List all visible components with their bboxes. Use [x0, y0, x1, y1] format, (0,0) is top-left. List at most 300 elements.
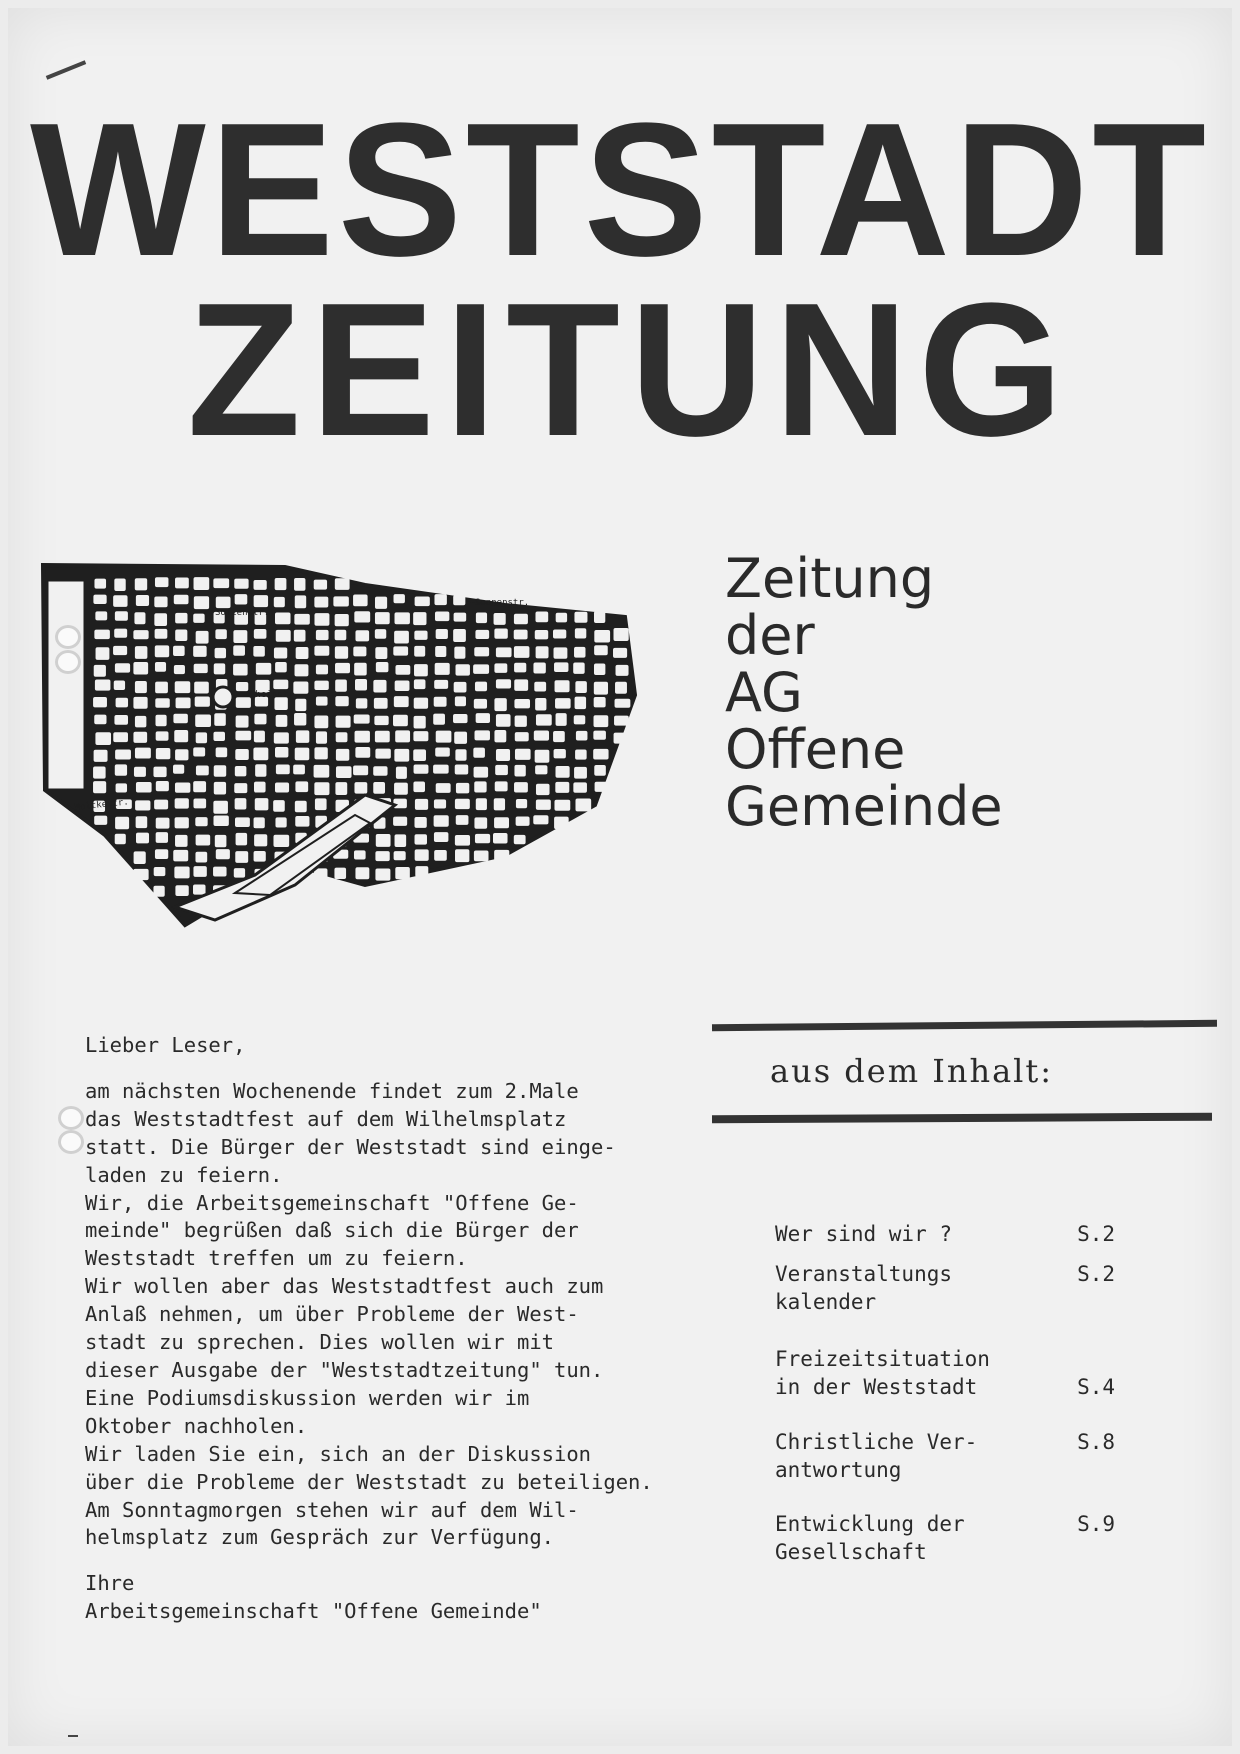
map-block: [254, 782, 266, 793]
map-block: [435, 663, 450, 675]
map-block: [613, 648, 627, 658]
map-block: [234, 579, 248, 589]
subtitle-block: [725, 547, 1003, 838]
map-block: [375, 629, 386, 639]
map-block: [515, 732, 529, 741]
map-block: [474, 699, 487, 709]
map-block: [374, 698, 388, 709]
map-block: [234, 868, 245, 877]
map-block: [236, 697, 251, 708]
map-street-label-3: Sonnenstr.: [475, 598, 530, 608]
map-block: [455, 835, 470, 846]
map-block: [535, 750, 550, 763]
map-block: [373, 766, 387, 775]
map-block: [115, 749, 131, 759]
map-block: [553, 731, 565, 742]
map-block: [614, 716, 629, 726]
map-block: [195, 817, 207, 826]
map-block: [156, 818, 170, 829]
map-block: [94, 715, 106, 725]
subtitle-line: Gemeinde: [725, 775, 1003, 838]
map-block: [614, 628, 629, 641]
map-block: [335, 614, 349, 626]
map-block: [133, 697, 147, 709]
map-block: [175, 613, 187, 623]
map-block: [155, 577, 168, 587]
map-block: [275, 612, 291, 624]
map-block: [295, 748, 310, 761]
map-block: [575, 681, 586, 693]
map-block: [116, 783, 127, 792]
map-block: [174, 867, 189, 879]
map-block: [514, 699, 530, 708]
subtitle-line: Offene: [725, 718, 906, 781]
map-block: [93, 697, 107, 707]
map-block: [135, 748, 151, 759]
map-block: [516, 816, 530, 825]
map-block: [414, 679, 426, 689]
map-block: [354, 782, 367, 793]
map-block: [415, 799, 428, 810]
map-block: [314, 613, 329, 626]
map-block: [95, 679, 111, 690]
map-block: [134, 612, 145, 624]
map-block: [175, 798, 189, 808]
map-block: [175, 749, 188, 760]
map-block: [233, 630, 247, 643]
map-block: [93, 595, 106, 604]
letter-line: Weststadt treffen um zu feiern.: [85, 1246, 468, 1271]
map-block: [435, 748, 450, 757]
map-block: [514, 835, 526, 844]
map-block: [115, 663, 130, 672]
map-block: [194, 577, 210, 590]
map-block: [154, 597, 167, 608]
map-block: [394, 749, 409, 762]
map-block: [214, 782, 226, 795]
map-block: [314, 646, 329, 656]
map-block: [434, 594, 446, 605]
map-block: [395, 834, 407, 847]
map-block: [494, 798, 505, 810]
toc-item-page: S.8: [1077, 1430, 1115, 1454]
map-block: [216, 849, 230, 859]
map-block: [314, 597, 328, 608]
map-block: [276, 715, 288, 727]
map-block: [336, 732, 348, 742]
map-block: [594, 664, 605, 675]
map-block: [235, 594, 248, 604]
map-block: [136, 816, 148, 828]
map-block: [213, 867, 226, 877]
map-block: [434, 850, 447, 861]
map-block: [254, 595, 268, 607]
map-block: [436, 783, 451, 793]
toc-item-page: S.2: [1077, 1222, 1115, 1246]
map-block: [453, 595, 465, 605]
letter-line: dieser Ausgabe der "Weststadtzeitung" tun.: [85, 1357, 604, 1382]
toc-item-page: S.2: [1077, 1262, 1115, 1286]
map-block: [514, 646, 530, 658]
map-block: [415, 596, 430, 606]
map-block: [195, 714, 211, 727]
map-block: [314, 782, 329, 795]
map-block: [554, 817, 569, 829]
map-block: [133, 732, 147, 743]
map-block: [294, 713, 306, 725]
map-block: [273, 835, 289, 847]
map-block: [155, 849, 168, 859]
map-block: [553, 629, 566, 638]
map-block: [236, 715, 249, 727]
map-block: [574, 715, 586, 724]
map-block: [336, 749, 349, 761]
map-block: [414, 817, 426, 828]
map-block: [194, 682, 209, 694]
map-block: [375, 731, 390, 743]
map-block: [414, 631, 427, 640]
map-block: [455, 696, 466, 706]
map-block: [594, 765, 606, 776]
map-block: [173, 850, 188, 862]
map-block: [375, 597, 387, 609]
map-block: [196, 766, 209, 776]
letter-line: Oktober nachholen.: [85, 1413, 308, 1438]
map-block: [476, 613, 487, 624]
map-block: [173, 646, 185, 656]
map-block: [315, 798, 327, 810]
map-block: [193, 866, 206, 877]
letter-salutation: Lieber Leser,: [85, 1033, 246, 1057]
map-block: [394, 783, 408, 795]
map-block: [494, 613, 506, 625]
map-block: [355, 867, 369, 879]
map-block: [475, 630, 489, 639]
map-block: [454, 647, 465, 659]
map-block: [275, 662, 287, 672]
map-block: [514, 765, 525, 777]
map-block: [236, 682, 248, 691]
map-block: [213, 578, 229, 588]
map-block: [314, 580, 327, 590]
map-block: [295, 699, 306, 711]
map-block: [156, 731, 169, 740]
map-block: [235, 817, 250, 827]
map-block: [113, 646, 127, 655]
editorial-letter: [85, 1032, 725, 1626]
map-block: [496, 679, 511, 688]
map-block: [434, 799, 446, 808]
map-block: [376, 834, 391, 847]
ink-speck: [68, 1735, 78, 1737]
map-block: [575, 749, 587, 759]
map-block: [136, 833, 149, 844]
map-block: [454, 732, 467, 744]
map-block: [533, 815, 548, 824]
map-block: [214, 713, 226, 726]
map-block: [135, 578, 147, 590]
map-block: [94, 665, 106, 677]
map-block: [275, 783, 289, 793]
map-block: [153, 767, 166, 778]
map-block: [293, 765, 305, 775]
map-block: [375, 612, 390, 624]
map-block: [235, 749, 248, 760]
map-block: [414, 716, 426, 729]
map-block: [433, 765, 449, 774]
map-block: [536, 714, 552, 725]
map-block: [474, 647, 489, 656]
map-block: [574, 647, 585, 658]
map-block: [135, 681, 147, 693]
map-block: [474, 781, 486, 792]
map-block: [455, 799, 470, 809]
map-block: [335, 782, 347, 795]
map-block: [175, 817, 189, 828]
map-block: [455, 764, 468, 774]
map-block: [496, 749, 510, 761]
map-block: [534, 731, 549, 741]
map-block: [295, 801, 307, 812]
map-block: [296, 647, 309, 659]
letter-line: laden zu feiern.: [85, 1162, 283, 1187]
map-block: [275, 578, 287, 590]
map-block: [334, 868, 346, 879]
map-block: [256, 663, 271, 675]
map-block: [355, 747, 370, 758]
map-block: [155, 662, 166, 672]
map-block: [316, 697, 328, 706]
map-block: [173, 714, 187, 723]
map-block: [316, 731, 327, 743]
letter-line: Wir laden Sie ein, sich an der Diskussion: [85, 1441, 592, 1466]
map-block: [176, 698, 191, 709]
map-block: [575, 628, 586, 638]
map-street-label-4: Moltkestr.: [74, 797, 130, 813]
map-block: [395, 730, 410, 742]
map-block: [395, 612, 410, 624]
map-block: [233, 645, 245, 655]
map-block: [353, 594, 368, 606]
map-block: [376, 662, 389, 672]
map-block: [214, 765, 226, 777]
map-block: [193, 798, 206, 808]
map-block: [514, 614, 528, 625]
map-block: [395, 665, 410, 675]
map-block: [134, 851, 146, 864]
map-block: [515, 749, 531, 760]
map-block: [474, 767, 489, 778]
map-block: [274, 732, 289, 743]
map-block: [434, 832, 448, 842]
map-block: [194, 664, 208, 673]
map-block: [514, 782, 528, 792]
map-block: [394, 696, 409, 707]
map-block: [213, 801, 228, 814]
map-block: [514, 663, 526, 673]
map-block: [414, 765, 429, 774]
map-block: [215, 835, 227, 847]
map-block: [393, 646, 408, 655]
map-block: [373, 680, 386, 693]
map-block: [536, 646, 549, 658]
map-block: [515, 716, 527, 727]
map-block: [294, 614, 309, 625]
map-block: [575, 798, 591, 811]
map-block: [115, 834, 126, 845]
map-block: [393, 817, 407, 826]
map-block: [255, 798, 269, 810]
map-block: [494, 628, 507, 638]
map-block: [454, 613, 467, 622]
map-block: [155, 715, 166, 726]
map-block: [355, 679, 367, 690]
map-block: [136, 595, 149, 606]
map-block: [354, 611, 370, 622]
map-block: [434, 680, 448, 689]
map-block: [254, 714, 266, 725]
map-block: [435, 611, 449, 621]
map-block: [133, 662, 148, 674]
map-block: [456, 664, 470, 675]
map-block: [295, 816, 309, 827]
map-block: [213, 732, 225, 741]
punch-hole: [58, 1130, 84, 1154]
map-block: [273, 680, 288, 690]
map-block: [575, 697, 587, 709]
map-block: [294, 578, 305, 591]
map-block: [436, 629, 448, 639]
map-block: [133, 869, 148, 880]
map-block: [136, 782, 152, 793]
map-block: [474, 851, 489, 862]
map-block: [235, 851, 248, 863]
map-block: [193, 646, 206, 657]
map-block: [295, 595, 306, 608]
letter-closing: Ihre: [85, 1571, 135, 1596]
map-block: [94, 750, 108, 762]
map-block: [516, 799, 527, 808]
map-block: [555, 680, 570, 692]
toc-heading: aus dem Inhalt:: [770, 1052, 1054, 1090]
letter-line: am nächsten Wochenende findet zum 2.Male: [85, 1078, 579, 1103]
map-block: [233, 664, 248, 676]
map-block: [254, 731, 265, 743]
map-block: [175, 577, 189, 588]
map-block: [535, 698, 546, 711]
map-block: [314, 715, 328, 728]
map-block: [273, 800, 285, 812]
map-block: [453, 714, 467, 723]
map-block: [95, 611, 107, 620]
map-block: [455, 749, 466, 761]
map-block: [115, 764, 127, 775]
map-block: [195, 697, 210, 707]
map-block: [335, 578, 350, 590]
map-block: [496, 714, 511, 727]
letter-line: Am Sonntagmorgen stehen wir auf dem Wil-: [85, 1497, 579, 1522]
map-block: [375, 749, 390, 759]
map-block: [353, 765, 368, 775]
map-block: [353, 646, 366, 656]
map-block: [94, 816, 107, 825]
map-block: [93, 766, 106, 778]
map-block: [495, 781, 508, 791]
map-block: [535, 630, 548, 639]
map-block: [574, 612, 587, 623]
map-block: [253, 748, 268, 761]
map-block: [193, 885, 206, 895]
map-block: [174, 730, 188, 742]
punch-hole: [58, 1106, 84, 1130]
map-block: [534, 682, 546, 692]
masthead-line-1: WESTSTADT: [30, 84, 1210, 296]
map-block: [413, 781, 425, 792]
subtitle-line: der: [725, 604, 815, 667]
map-block: [275, 817, 286, 827]
map-block: [175, 885, 188, 896]
map-block: [94, 579, 106, 589]
letter-signature: Arbeitsgemeinschaft "Offene Gemeinde": [85, 1599, 542, 1624]
map-block: [393, 799, 406, 809]
map-block: [276, 764, 290, 774]
map-block: [254, 580, 267, 590]
map-block: [254, 851, 266, 862]
map-block: [614, 733, 628, 744]
map-block: [196, 835, 211, 846]
map-block: [476, 713, 490, 723]
map-block: [594, 697, 606, 707]
map-block: [475, 682, 487, 692]
map-block: [415, 849, 429, 860]
map-block: [594, 645, 608, 655]
map-block: [573, 782, 587, 792]
map-block: [595, 782, 608, 792]
map-block: [295, 781, 308, 792]
punch-hole: [55, 625, 81, 649]
map-block: [413, 612, 426, 625]
map-block: [155, 629, 168, 639]
map-block: [274, 647, 287, 658]
map-block: [476, 798, 487, 810]
map-block: [196, 732, 207, 743]
letter-line: über die Probleme der Weststadt zu beteiligen.: [85, 1469, 653, 1494]
map-block: [336, 766, 352, 778]
map-block: [594, 611, 605, 623]
map-block: [274, 597, 285, 607]
map-block: [175, 835, 188, 847]
map-block: [354, 663, 367, 676]
map-west-strip: [47, 580, 85, 790]
toc-item-title: Wer sind wir ?: [775, 1222, 953, 1246]
map-block: [114, 715, 128, 725]
map-block: [533, 663, 545, 674]
map-block: [335, 663, 350, 673]
toc-item-title: Veranstaltungs kalender: [775, 1262, 953, 1314]
map-block: [115, 611, 128, 620]
map-block: [216, 747, 228, 757]
subtitle-line: AG: [725, 661, 803, 724]
map-block: [314, 681, 328, 690]
masthead-line-2: ZEITUNG: [187, 264, 1073, 476]
toc-item-page: S.9: [1077, 1512, 1115, 1536]
map-block: [253, 646, 265, 657]
letter-line: helmsplatz zum Gespräch zur Verfügung.: [85, 1525, 554, 1550]
map-block: [415, 834, 427, 844]
map-block: [354, 715, 370, 724]
letter-line: meinde" begrüßen daß sich die Bürger der: [85, 1218, 579, 1243]
map-block: [494, 730, 506, 742]
